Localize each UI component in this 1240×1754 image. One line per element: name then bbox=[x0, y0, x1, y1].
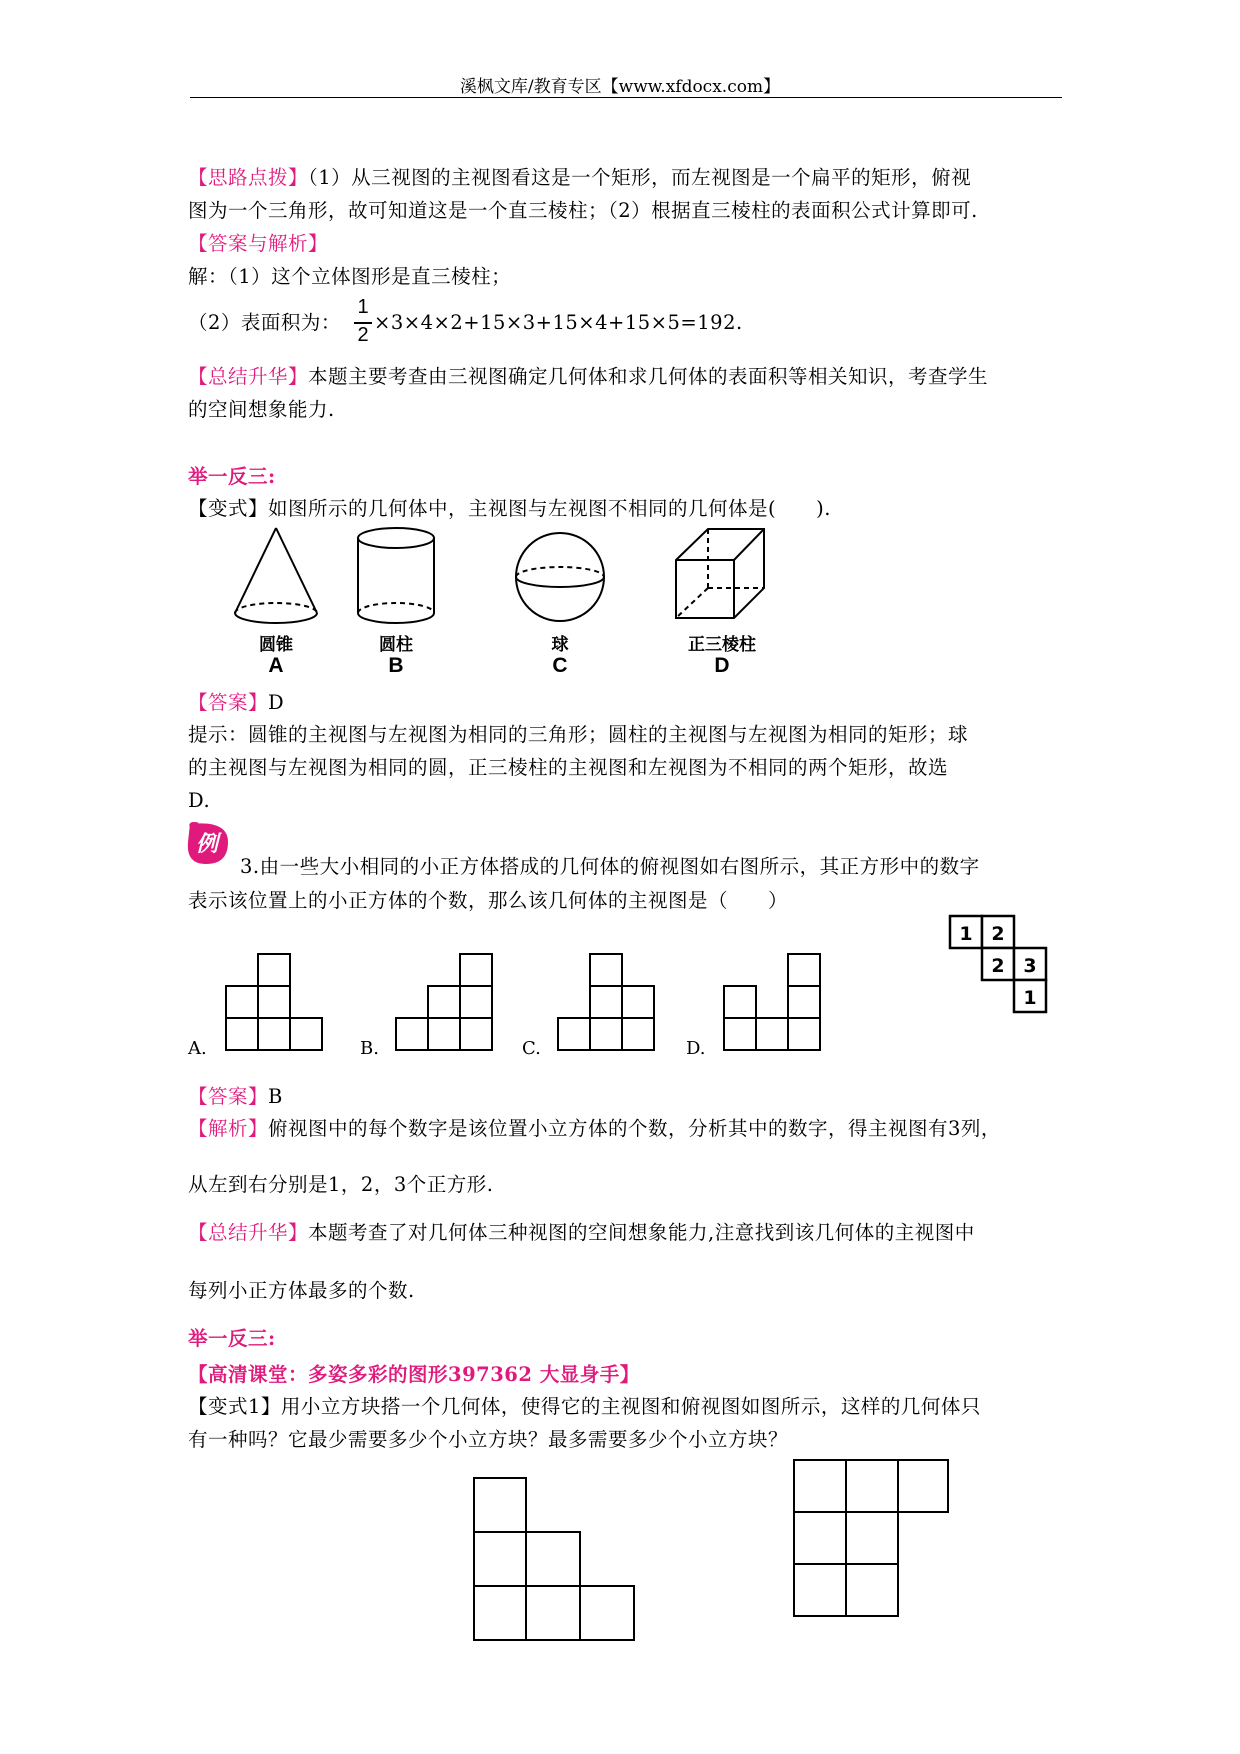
shape-letter-c: C bbox=[552, 654, 568, 677]
option-d-label: D. bbox=[686, 1038, 706, 1059]
section-heading-1: 举一反三: bbox=[188, 465, 276, 488]
header-rule bbox=[190, 97, 1062, 98]
summary-tag: 【总结升华】 bbox=[188, 1221, 309, 1244]
summary-line-1: 【总结升华】本题主要考查由三视图确定几何体和求几何体的表面积等相关知识，考查学生 bbox=[188, 365, 989, 388]
option-b-label: B. bbox=[360, 1038, 379, 1059]
shape-letter-b: B bbox=[388, 654, 404, 677]
top-view-grid bbox=[948, 914, 1058, 1024]
variant-question: 【变式】如图所示的几何体中，主视图与左视图不相同的几何体是( ). bbox=[188, 497, 831, 520]
example-badge-icon bbox=[184, 820, 230, 866]
option-a-label: A. bbox=[188, 1038, 207, 1059]
variant-hint-3: D. bbox=[188, 789, 211, 812]
answer-tag: 【答案】 bbox=[188, 1085, 269, 1108]
option-a-figure bbox=[224, 952, 328, 1052]
shape-label-cone: 圆锥 bbox=[259, 635, 293, 655]
summary-tag: 【总结升华】 bbox=[188, 365, 309, 388]
variant-hint-1: 提示：圆锥的主视图与左视图为相同的三角形；圆柱的主视图与左视图为相同的矩形；球 bbox=[188, 723, 969, 746]
hint-tag: 【思路点拨】 bbox=[188, 166, 309, 189]
option-c-figure bbox=[556, 952, 660, 1052]
variant-tag: 【变式】 bbox=[188, 497, 269, 520]
page-header bbox=[0, 72, 1240, 97]
hint-line-1: 【思路点拨】（1）从三视图的主视图看这是一个矩形，而左视图是一个扁平的矩形，俯视 bbox=[188, 166, 972, 189]
shape-letter-d: D bbox=[714, 654, 730, 677]
grid-number: 1 bbox=[959, 923, 973, 945]
section-heading-2: 举一反三: bbox=[188, 1327, 276, 1350]
variant1-tag: 【变式1】 bbox=[188, 1395, 281, 1418]
solid-shapes-figure bbox=[230, 525, 800, 630]
grid-number: 2 bbox=[991, 955, 1005, 977]
example-line-1: 3.由一些大小相同的小正方体搭成的几何体的俯视图如右图所示，其正方形中的数字 bbox=[240, 855, 980, 878]
course-title: 【高清课堂：多姿多彩的图形397362 大显身手】 bbox=[188, 1363, 640, 1386]
example-summary-2: 每列小正方体最多的个数. bbox=[188, 1279, 415, 1302]
sphere-shape bbox=[516, 533, 604, 621]
variant1-line-1: 【变式1】用小立方块搭一个几何体，使得它的主视图和俯视图如图所示，这样的几何体只 bbox=[188, 1395, 981, 1418]
grid-number: 3 bbox=[1023, 955, 1037, 977]
fraction-denominator: 2 bbox=[357, 324, 369, 346]
variant-answer: 【答案】D bbox=[188, 691, 285, 714]
option-c-label: C. bbox=[522, 1038, 541, 1059]
grid-number: 2 bbox=[991, 923, 1005, 945]
top-view-figure bbox=[792, 1458, 952, 1622]
solution-line-1: 解：（1）这个立体图形是直三棱柱； bbox=[188, 265, 512, 288]
shape-letter-a: A bbox=[268, 654, 284, 677]
fraction-numerator: 1 bbox=[357, 296, 369, 318]
solution-line-2-prefix: （2）表面积为： bbox=[188, 311, 341, 334]
answer-tag: 【答案】 bbox=[188, 691, 269, 714]
variant-hint-2: 的主视图与左视图为相同的圆，正三棱柱的主视图和左视图为不相同的两个矩形，故选 bbox=[188, 756, 949, 779]
analysis-tag: 【解析】 bbox=[188, 1117, 269, 1140]
shape-label-cylinder: 圆柱 bbox=[379, 635, 413, 655]
example-analysis-2: 从左到右分别是1，2，3个正方形. bbox=[188, 1173, 494, 1196]
option-d-figure bbox=[722, 952, 826, 1052]
prism-shape bbox=[676, 529, 764, 618]
hint-line-2: 图为一个三角形，故可知道这是一个直三棱柱；（2）根据直三棱柱的表面积公式计算即可. bbox=[188, 199, 978, 222]
shape-label-prism: 正三棱柱 bbox=[688, 635, 756, 655]
option-b-figure bbox=[394, 952, 498, 1052]
summary-line-2: 的空间想象能力. bbox=[188, 398, 335, 421]
shape-label-sphere: 球 bbox=[551, 635, 569, 655]
front-view-figure bbox=[472, 1476, 642, 1648]
solution-line-2-suffix: ×3×4×2+15×3+15×4+15×5=192. bbox=[374, 311, 743, 334]
example-answer: 【答案】B bbox=[188, 1085, 283, 1108]
cone-shape bbox=[235, 528, 317, 623]
example-line-2: 表示该位置上的小正方体的个数，那么该几何体的主视图是（ ） bbox=[188, 889, 789, 912]
cylinder-shape bbox=[358, 528, 434, 623]
answer-analysis-tag: 【答案与解析】 bbox=[188, 232, 329, 255]
example-analysis-1: 【解析】俯视图中的每个数字是该位置小立方体的个数，分析其中的数字，得主视图有3列， bbox=[188, 1117, 1001, 1140]
example-badge-text: 例 bbox=[195, 832, 219, 857]
header-title: 溪枫文库/教育专区【www.xfdocx.com】 bbox=[459, 77, 781, 97]
grid-number: 1 bbox=[1023, 987, 1037, 1009]
variant1-line-2: 有一种吗？它最少需要多少个小立方块？最多需要多少个小立方块？ bbox=[188, 1428, 789, 1451]
example-summary-1: 【总结升华】本题考查了对几何体三种视图的空间想象能力,注意找到该几何体的主视图中 bbox=[188, 1221, 975, 1244]
